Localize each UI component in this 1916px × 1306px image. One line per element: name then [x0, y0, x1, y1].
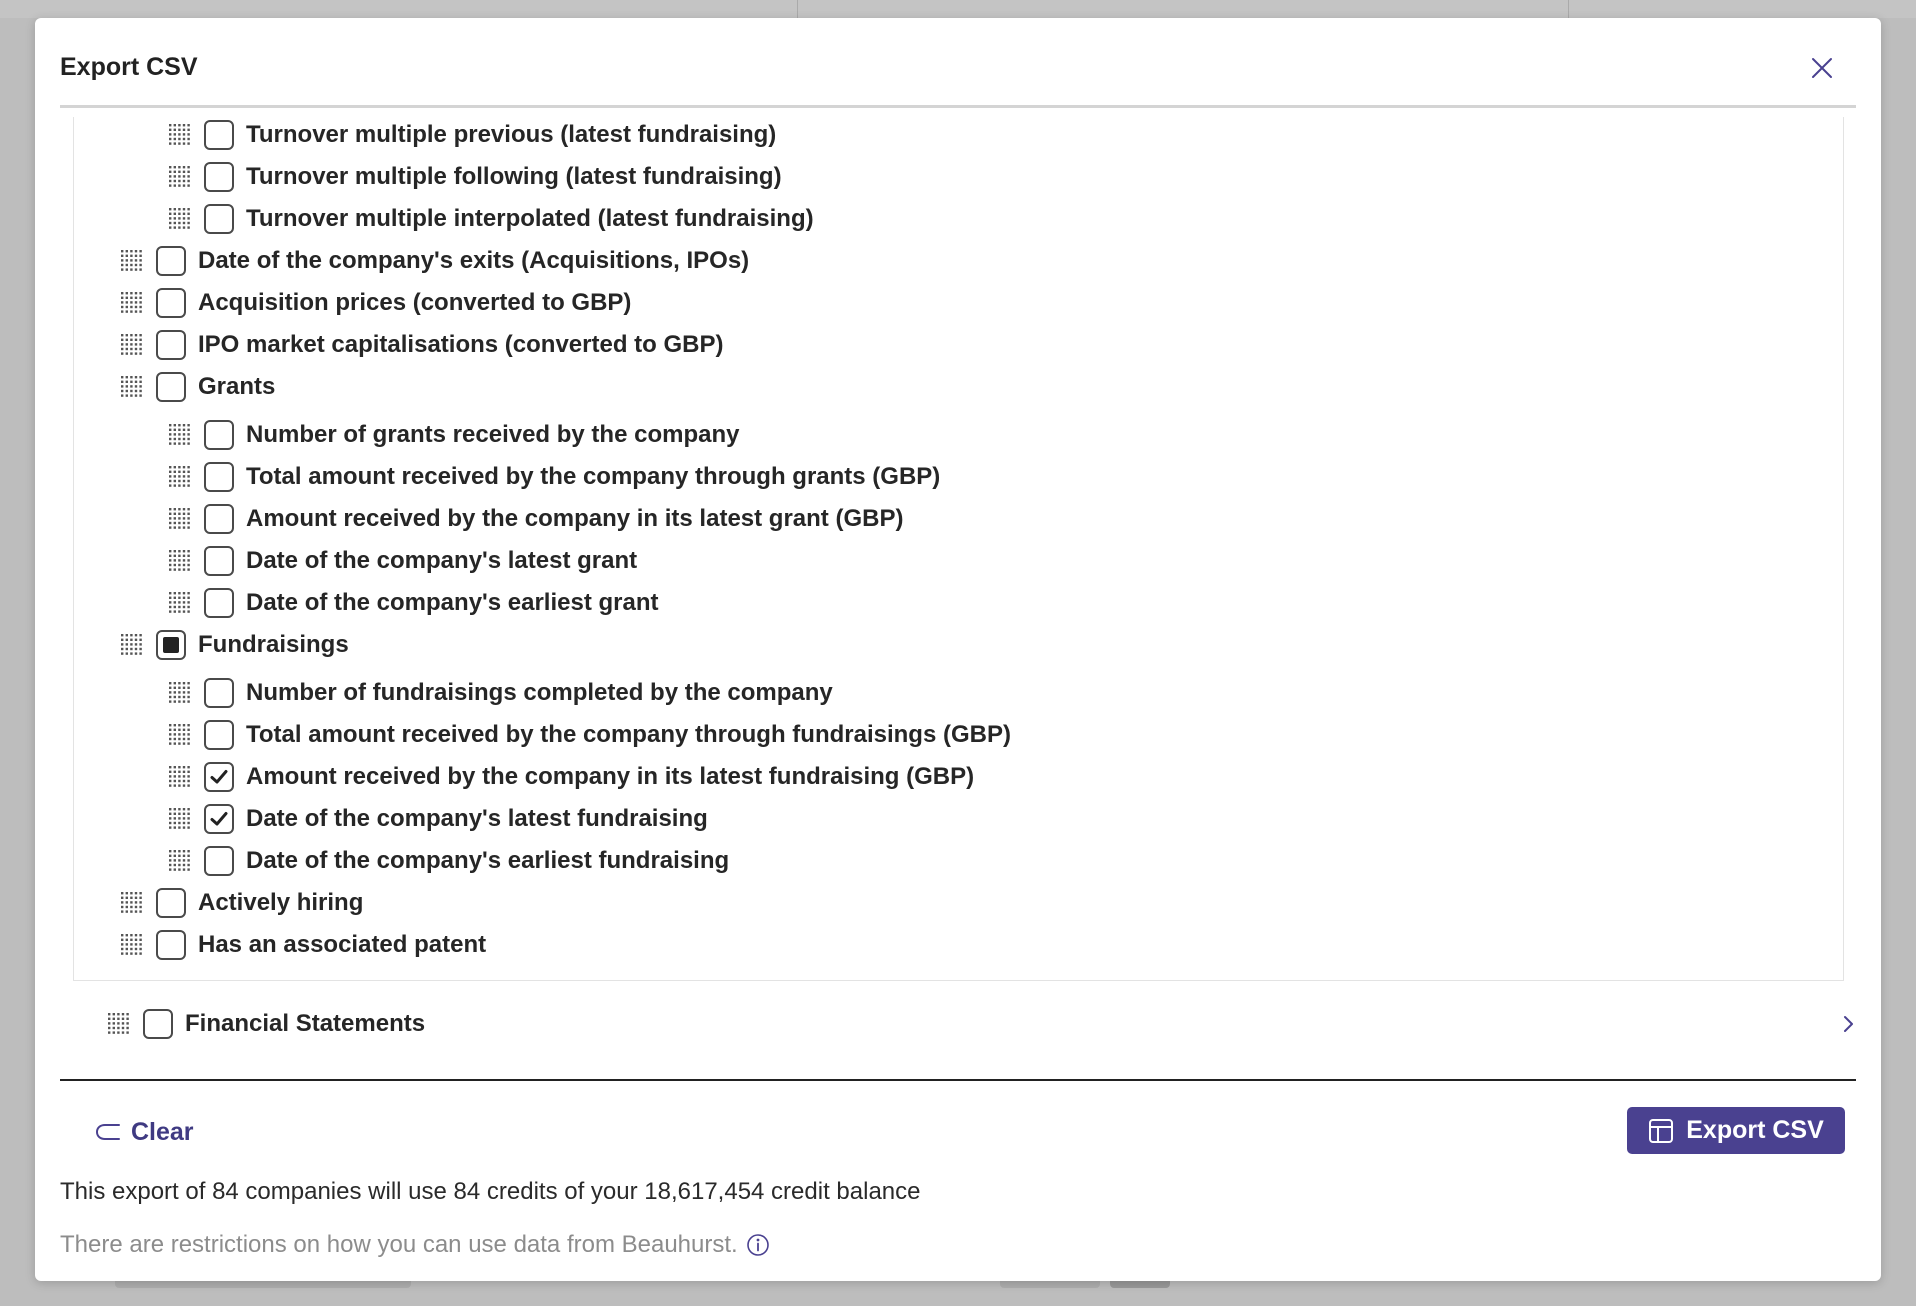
drag-handle-icon[interactable] — [168, 423, 192, 447]
background-divider — [1568, 0, 1569, 18]
item-label: Actively hiring — [198, 889, 364, 916]
checkbox[interactable] — [156, 330, 186, 360]
chevron-right-icon[interactable] — [1837, 1013, 1859, 1035]
list-item[interactable] — [168, 117, 776, 153]
item-label: Acquisition prices (converted to GBP) — [198, 289, 632, 316]
info-icon[interactable] — [746, 1233, 770, 1257]
list-item[interactable] — [168, 501, 903, 537]
checkbox[interactable] — [204, 120, 234, 150]
drag-handle-icon[interactable] — [168, 681, 192, 705]
drag-handle-icon[interactable] — [120, 249, 144, 273]
drag-handle-icon[interactable] — [120, 891, 144, 915]
list-item[interactable] — [168, 417, 739, 453]
undo-arrow-icon — [95, 1121, 121, 1143]
drag-handle-icon[interactable] — [120, 633, 144, 657]
close-button[interactable] — [1810, 56, 1834, 80]
drag-handle-icon[interactable] — [168, 123, 192, 147]
restrictions-text: There are restrictions on how you can use data from Beauhurst. — [60, 1231, 738, 1258]
item-label: Amount received by the company in its latest fundraising (GBP) — [246, 763, 975, 790]
drag-handle-icon[interactable] — [168, 723, 192, 747]
drag-handle-icon[interactable] — [168, 507, 192, 531]
drag-handle-icon[interactable] — [168, 807, 192, 831]
list-item[interactable] — [120, 627, 349, 663]
drag-handle-icon[interactable] — [120, 291, 144, 315]
list-item[interactable] — [168, 201, 814, 237]
checkbox[interactable] — [204, 804, 234, 834]
list-item[interactable] — [168, 843, 729, 879]
table-icon — [1648, 1118, 1674, 1144]
item-label: Number of grants received by the company — [246, 421, 740, 448]
modal-title: Export CSV — [60, 53, 198, 81]
clear-button[interactable] — [95, 1112, 194, 1152]
list-item[interactable] — [120, 369, 275, 405]
item-label: Turnover multiple interpolated (latest fundraising) — [246, 205, 814, 232]
checkmark-icon — [209, 809, 229, 829]
list-item[interactable] — [168, 675, 833, 711]
restrictions-note — [60, 1231, 770, 1259]
checkbox[interactable] — [204, 204, 234, 234]
list-item[interactable] — [168, 543, 637, 579]
list-item[interactable] — [168, 585, 659, 621]
background-toolbar — [0, 0, 1916, 18]
checkbox[interactable] — [204, 720, 234, 750]
drag-handle-icon[interactable] — [168, 207, 192, 231]
drag-handle-icon[interactable] — [168, 165, 192, 189]
checkbox[interactable] — [204, 678, 234, 708]
item-label: Total amount received by the company through fundraisings (GBP) — [246, 721, 1011, 748]
item-label: Total amount received by the company through grants (GBP) — [246, 463, 941, 490]
item-label: Financial Statements — [185, 1010, 426, 1037]
item-label: Date of the company's latest fundraising — [246, 805, 708, 832]
field-list[interactable] — [73, 117, 1844, 981]
item-label: Date of the company's earliest fundraising — [246, 847, 730, 874]
item-label: Fundraisings — [198, 631, 349, 658]
list-item[interactable] — [120, 243, 749, 279]
drag-handle-icon[interactable] — [120, 333, 144, 357]
list-item[interactable] — [168, 717, 1011, 753]
footer-divider — [60, 1079, 1856, 1081]
indeterminate-mark — [163, 637, 179, 653]
checkbox[interactable] — [204, 162, 234, 192]
list-item[interactable] — [168, 759, 974, 795]
item-label: Has an associated patent — [198, 931, 487, 958]
list-item[interactable] — [168, 159, 782, 195]
item-label: Date of the company's earliest grant — [246, 589, 659, 616]
item-label: Date of the company's exits (Acquisitions, IPOs) — [198, 247, 750, 274]
list-item-financial-statements[interactable] — [107, 1006, 1869, 1042]
item-label: Turnover multiple following (latest fundraising) — [246, 163, 782, 190]
credits-summary: This export of 84 companies will use 84 credits of your 18,617,454 credit balance — [60, 1178, 921, 1205]
checkbox[interactable] — [156, 372, 186, 402]
item-label: Turnover multiple previous (latest fundraising) — [246, 121, 777, 148]
checkbox[interactable] — [156, 888, 186, 918]
checkmark-icon — [209, 767, 229, 787]
checkbox[interactable] — [156, 930, 186, 960]
background-divider — [797, 0, 798, 18]
drag-handle-icon[interactable] — [120, 933, 144, 957]
list-item[interactable] — [168, 801, 708, 837]
checkbox[interactable] — [204, 846, 234, 876]
export-csv-button[interactable] — [1627, 1107, 1845, 1154]
checkbox[interactable] — [156, 246, 186, 276]
close-icon — [1810, 56, 1834, 80]
checkbox[interactable] — [204, 504, 234, 534]
checkbox[interactable] — [204, 462, 234, 492]
modal-header — [60, 18, 1856, 108]
drag-handle-icon[interactable] — [168, 765, 192, 789]
checkbox[interactable] — [204, 762, 234, 792]
item-label: Date of the company's latest grant — [246, 547, 638, 574]
list-item[interactable] — [168, 459, 940, 495]
item-label: Amount received by the company in its latest grant (GBP) — [246, 505, 904, 532]
list-item[interactable] — [120, 927, 486, 963]
list-item[interactable] — [120, 285, 631, 321]
checkbox[interactable] — [204, 420, 234, 450]
checkbox[interactable] — [156, 630, 186, 660]
checkbox[interactable] — [204, 546, 234, 576]
item-label: Number of fundraisings completed by the company — [246, 679, 833, 706]
drag-handle-icon[interactable] — [168, 465, 192, 489]
clear-label: Clear — [131, 1117, 194, 1146]
checkbox[interactable] — [204, 588, 234, 618]
drag-handle-icon[interactable] — [168, 849, 192, 873]
export-label: Export CSV — [1686, 1116, 1824, 1144]
drag-handle-icon[interactable] — [168, 549, 192, 573]
drag-handle-icon[interactable] — [107, 1012, 131, 1036]
list-item[interactable] — [120, 327, 723, 363]
item-label: IPO market capitalisations (converted to GBP) — [198, 331, 724, 358]
checkbox[interactable] — [156, 288, 186, 318]
drag-handle-icon[interactable] — [120, 375, 144, 399]
item-label: Grants — [198, 373, 276, 400]
list-item[interactable] — [120, 885, 363, 921]
checkbox[interactable] — [143, 1009, 173, 1039]
drag-handle-icon[interactable] — [168, 591, 192, 615]
export-csv-modal — [35, 18, 1881, 1281]
